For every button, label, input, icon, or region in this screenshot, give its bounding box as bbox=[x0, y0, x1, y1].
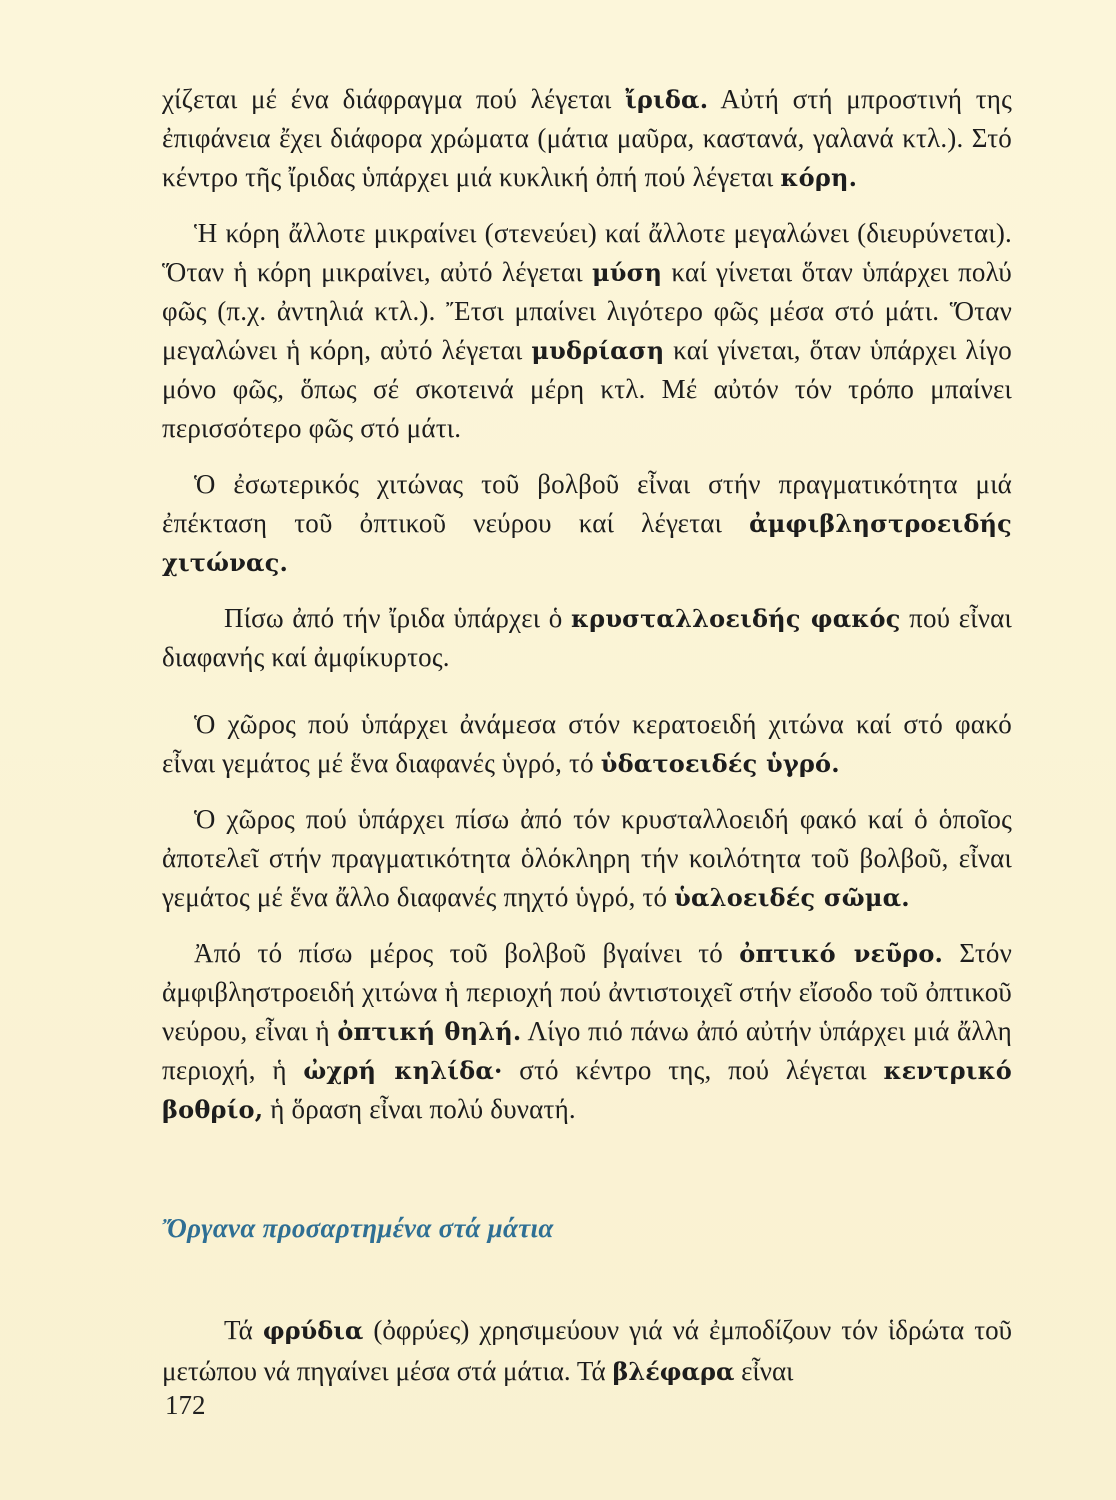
text-run: Πίσω ἀπό τήν ἴριδα ὑπάρχει ὁ bbox=[224, 603, 571, 633]
bold-term: ἴριδα. bbox=[625, 85, 709, 114]
bold-term: ὑδατοειδές ὑγρό. bbox=[600, 749, 840, 778]
bold-term: κεντρικό βοθρίο, bbox=[162, 1056, 1012, 1124]
bold-term: κόρη. bbox=[780, 163, 858, 192]
text-run: Ὁ ἐσωτερικός χιτώνας τοῦ βολβοῦ εἶναι στήν πραγματικότητα μιά ἐπέκταση τοῦ ὀπτικοῦ νεύρου καί λέγεται bbox=[162, 469, 1012, 538]
paragraph-7 bbox=[162, 934, 1012, 1129]
section-heading: Ὄργανα προσαρτημένα στά μάτια bbox=[162, 1213, 554, 1243]
body-text bbox=[162, 80, 1012, 1146]
text-run: (ὀφρύες) χρησιμεύουν γιά νά ἐμποδίζουν τόν ἱδρώτα τοῦ μετώπου νά πηγαίνει μέσα στά μάτια. Τά bbox=[162, 1315, 1012, 1386]
text-run: στό κέντρο της, πού λέγεται bbox=[502, 1055, 884, 1085]
text-run: Ἀπό τό πίσω μέρος τοῦ βολβοῦ βγαίνει τό bbox=[194, 938, 740, 968]
text-run: Τά bbox=[224, 1315, 263, 1345]
paragraph-6 bbox=[162, 800, 1012, 917]
bold-term: ὀπτικό νεῦρο. bbox=[739, 939, 944, 968]
text-run: Στόν ἀμφιβληστροειδή χιτώνα ἡ περιοχή πού ἀντιστοιχεῖ στήν εἴσοδο τοῦ ὀπτικοῦ νεύρου, εἶναι ἡ bbox=[162, 938, 1012, 1046]
text-run: Λίγο πιό πάνω ἀπό αὐτήν ὑπάρχει μιά ἄλλη περιοχή, ἡ bbox=[162, 1016, 1012, 1085]
bold-term: κρυσταλλοειδής φακός bbox=[570, 604, 901, 633]
paragraph-4 bbox=[162, 599, 1012, 677]
text-run: ἡ ὅραση εἶναι πολύ δυνατή. bbox=[263, 1094, 576, 1124]
paragraph-8 bbox=[162, 1310, 1012, 1392]
text-run: πού εἶναι διαφανής καί ἀμφίκυρτος. bbox=[162, 603, 1012, 672]
paragraph-5 bbox=[162, 705, 1012, 783]
text-run: καί γίνεται, ὅταν ὑπάρχει λίγο μόνο φῶς, ὅπως σέ σκοτεινά μέρη κτλ. Μέ αὐτόν τόν τρόπο μπαίνει περισσότερο φῶς στό μάτι. bbox=[162, 335, 1012, 443]
text-run: Ὁ χῶρος πού ὑπάρχει ἀνάμεσα στόν κερατοειδή χιτώνα καί στό φακό εἶναι γεμάτος μέ ἕνα διαφανές ὑγρό, τό bbox=[162, 709, 1012, 778]
paragraph-3 bbox=[162, 465, 1012, 582]
bold-term: ὠχρή κηλίδα· bbox=[303, 1056, 503, 1085]
bold-term: ἀμφιβληστροειδής χιτώνας. bbox=[162, 509, 1012, 577]
bold-term: βλέφαρα bbox=[612, 1357, 735, 1386]
text-run: εἶναι bbox=[734, 1356, 794, 1386]
bold-term: μύση bbox=[592, 258, 663, 287]
text-run: Ἡ κόρη ἄλλοτε μικραίνει (στενεύει) καί ἄλλοτε μεγαλώνει (διευρύνεται). Ὅταν ἡ κόρη μικραίνει, αὐτό λέγεται bbox=[162, 218, 1012, 287]
paragraph-2 bbox=[162, 214, 1012, 448]
bold-term: ὑαλοειδές σῶμα. bbox=[674, 883, 910, 912]
text-run: Ὁ χῶρος πού ὑπάρχει πίσω ἀπό τόν κρυσταλλοειδή φακό καί ὁ ὁποῖος ἀποτελεῖ στήν πραγματικότητα ὁλόκληρη τήν κοιλότητα τοῦ βολβοῦ, εἶναι γεμάτος μέ ἕνα ἄλλο διαφανές πηχτό ὑγρό, τό bbox=[162, 804, 1012, 912]
bold-term: ὀπτική θηλή. bbox=[337, 1017, 522, 1046]
page-number: 172 bbox=[165, 1390, 206, 1420]
text-run: χίζεται μέ ένα διάφραγμα πού λέγεται bbox=[162, 84, 626, 114]
text-run: Αὐτή στή μπροστινή της ἐπιφάνεια ἔχει διάφορα χρώματα (μάτια μαῦρα, καστανά, γαλανά κτλ.). Στό κέντρο τῆς ἴριδας ὑπάρχει μιά κυκλική ὀπή πού λέγεται bbox=[162, 84, 1012, 192]
text-run: καί γίνεται ὅταν ὑπάρχει πολύ φῶς (π.χ. ἀντηλιά κτλ.). Ἔτσι μπαίνει λιγότερο φῶς μέσα στό μάτι. Ὅταν μεγαλώνει ἡ κόρη, αὐτό λέγεται bbox=[162, 257, 1012, 365]
bold-term: φρύδια bbox=[262, 1316, 364, 1345]
paragraph-1 bbox=[162, 80, 1012, 197]
bold-term: μυδρίαση bbox=[531, 336, 665, 365]
